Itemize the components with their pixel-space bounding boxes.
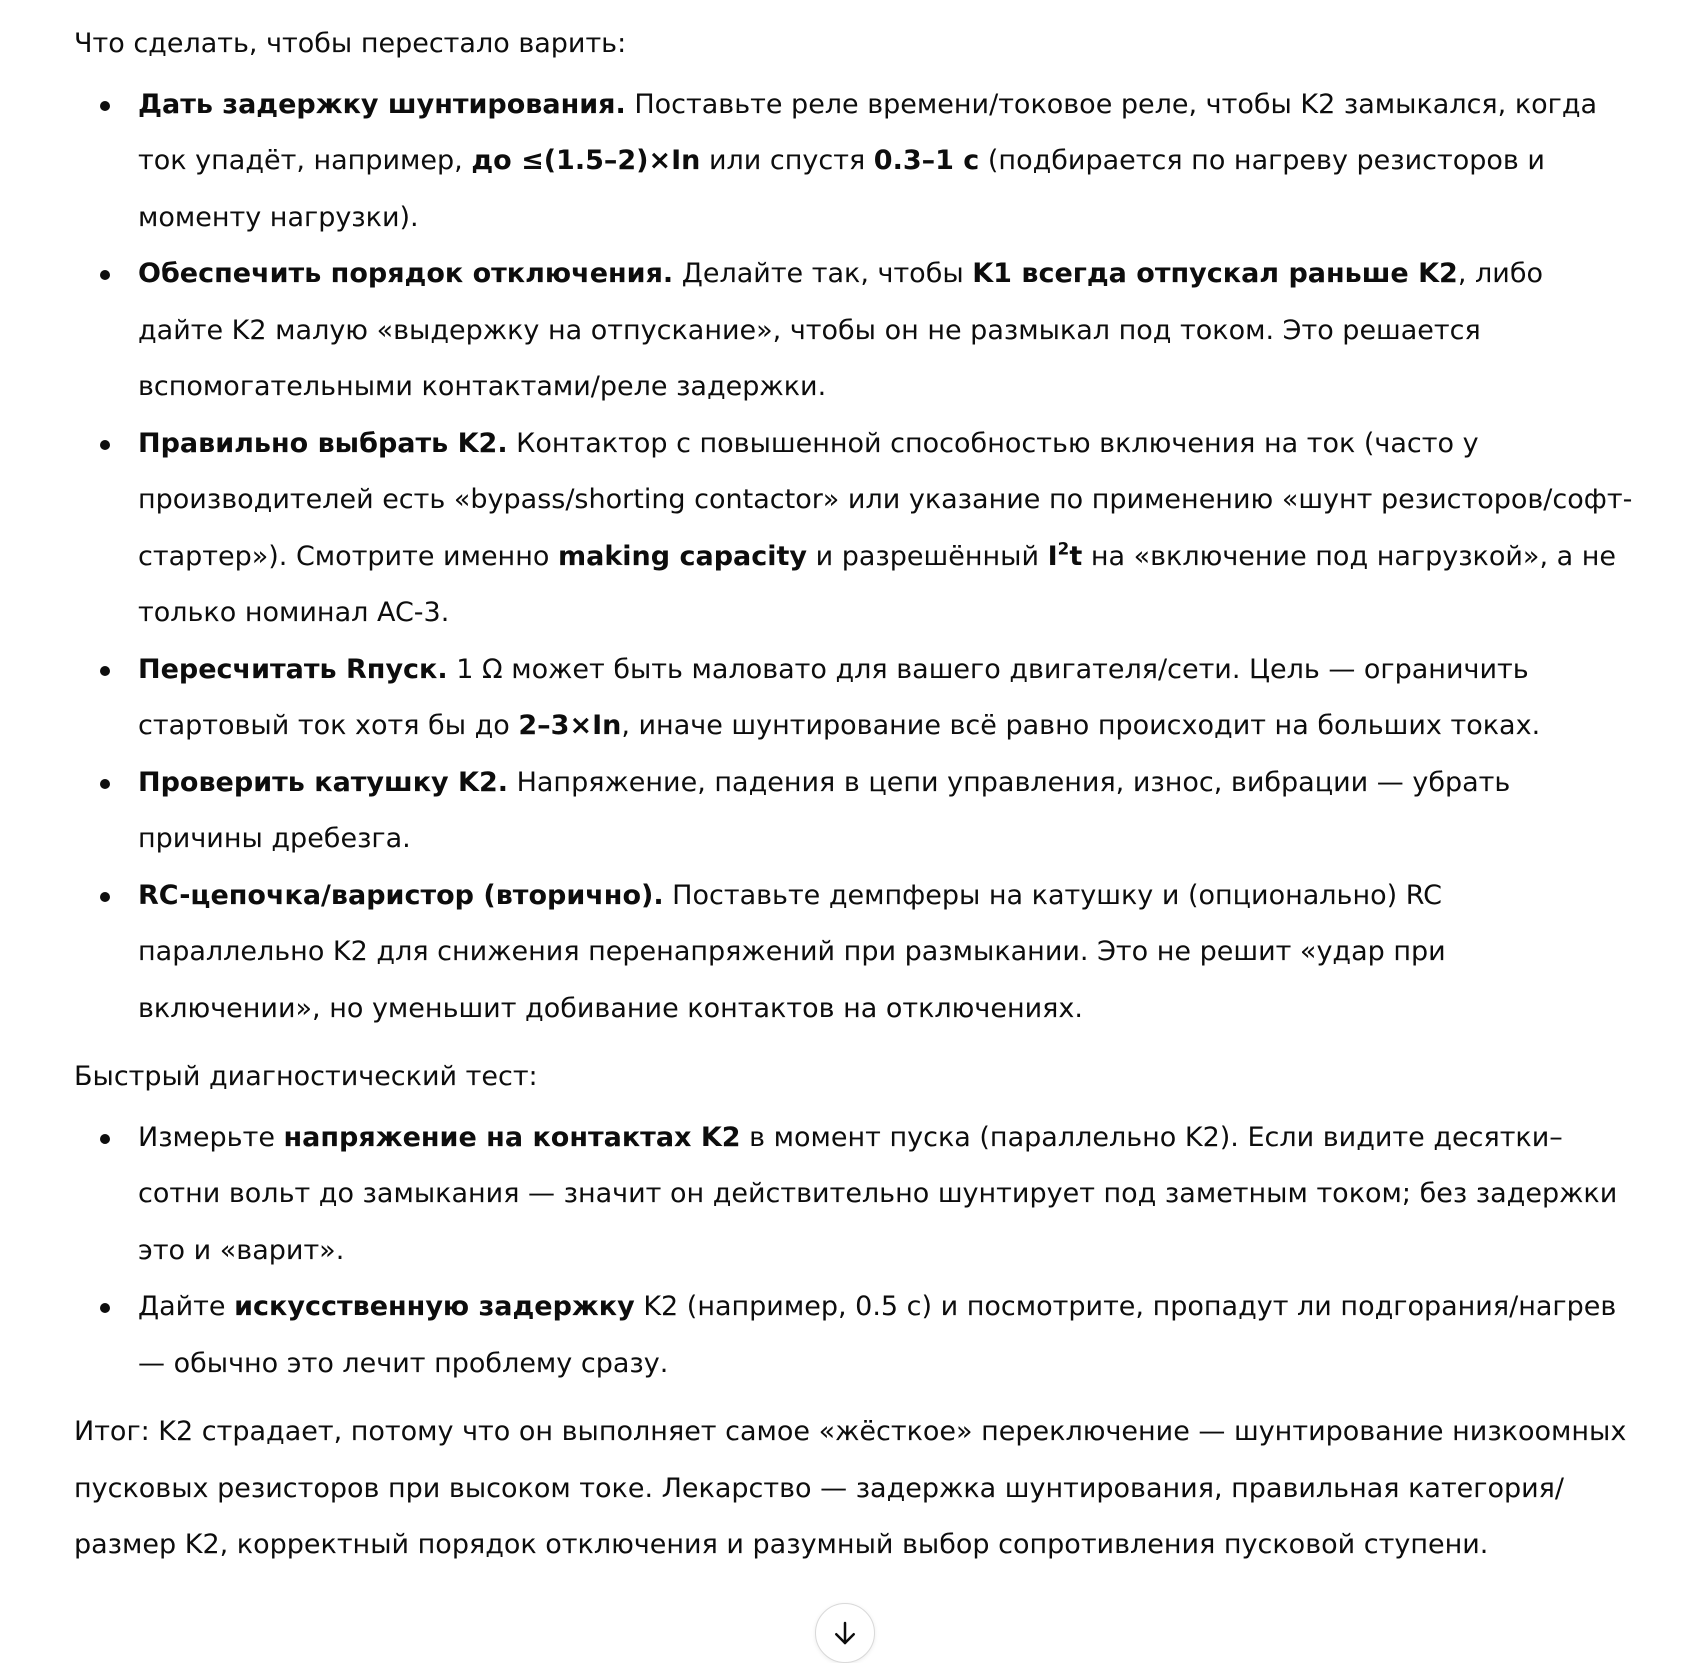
list-item: Измерьте напряжение на контактах K2 в момент пуска (параллельно K2). Если видите десятки–сотни вольт до замыкания — значит он действительно шунтирует под заметным током; без задержки это и «варит». bbox=[138, 1110, 1634, 1280]
intro-what-to-do: Что сделать, чтобы перестало варить: bbox=[74, 28, 627, 59]
message-content bbox=[74, 16, 1634, 1574]
list-item: Дать задержку шунтирования. Поставьте реле времени/токовое реле, чтобы K2 замыкался, когда ток упадёт, например, до ≤(1.5–2)×In или спустя 0.3–1 с (подбирается по нагреву резисторов и моменту нагрузки). bbox=[138, 77, 1634, 247]
scroll-to-bottom-button[interactable] bbox=[815, 1603, 875, 1663]
list-item: RC-цепочка/варистор (вторично). Поставьте демпферы на катушку и (опционально) RC параллельно K2 для снижения перенапряжений при размыкании. Это не решит «удар при включении», но уменьшит добивание контактов на отключениях. bbox=[138, 868, 1634, 1038]
list-item: Правильно выбрать K2. Контактор с повышенной способностью включения на ток (часто у производителей есть «bypass/shorting contactor» или указание по применению «шунт резисторов/софт-стартер»). Смотрите именно making capacity и разрешённый $I^2t$ на «включение под нагрузкой», а не только номинал AC-3. bbox=[138, 416, 1634, 642]
list-item: Дайте искусственную задержку K2 (например, 0.5 с) и посмотрите, пропадут ли подгорания/нагрев — обычно это лечит проблему сразу. bbox=[138, 1279, 1634, 1392]
list-item: Проверить катушку K2. Напряжение, падения в цепи управления, износ, вибрации — убрать причины дребезга. bbox=[138, 755, 1634, 868]
list-item: Пересчитать Rпуск. 1 Ω может быть маловато для вашего двигателя/сети. Цель — ограничить стартовый ток хотя бы до 2–3×In, иначе шунтирование всё равно происходит на больших токах. bbox=[138, 642, 1634, 755]
test-list bbox=[74, 1110, 1634, 1393]
arrow-down-icon bbox=[830, 1618, 860, 1648]
fix-list bbox=[74, 77, 1634, 1038]
summary-paragraph: Итог: K2 страдает, потому что он выполняет самое «жёсткое» переключение — шунтирование низкоомных пусковых резисторов при высоком токе. Лекарство — задержка шунтирования, правильная категория/размер K2, корректный порядок отключения и разумный выбор сопротивления пусковой ступени. bbox=[74, 1416, 1627, 1560]
list-item: Обеспечить порядок отключения. Делайте так, чтобы K1 всегда отпускал раньше K2, либо дайте K2 малую «выдержку на отпускание», чтобы он не размыкал под током. Это решается вспомогательными контактами/реле задержки. bbox=[138, 246, 1634, 416]
intro-diagnostic-test: Быстрый диагностический тест: bbox=[74, 1061, 538, 1092]
